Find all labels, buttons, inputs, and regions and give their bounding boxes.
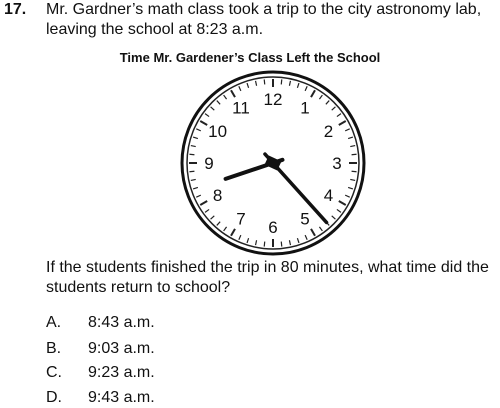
choice-a[interactable] bbox=[46, 313, 155, 333]
choice-text: 8:43 a.m. bbox=[88, 314, 155, 331]
clock-numeral: 5 bbox=[300, 209, 310, 229]
clock-numeral: 10 bbox=[208, 122, 228, 141]
minute-tick bbox=[189, 154, 194, 155]
choice-letter: D. bbox=[46, 389, 62, 406]
clock-numeral: 2 bbox=[323, 122, 334, 141]
minute-tick bbox=[281, 242, 282, 247]
choice-text: 9:43 a.m. bbox=[88, 389, 155, 406]
clock-numeral: 6 bbox=[268, 218, 278, 237]
minute-tick bbox=[352, 171, 357, 172]
choice-text: 9:23 a.m. bbox=[88, 364, 155, 381]
choice-letter: B. bbox=[46, 340, 62, 357]
choice-letter: C. bbox=[46, 364, 62, 381]
question-number: 17. bbox=[4, 1, 27, 18]
stem-line-1: Mr. Gardner’s math class took a trip to the city astronomy lab, bbox=[46, 1, 482, 18]
clock-numeral: 11 bbox=[232, 98, 250, 118]
choice-b[interactable] bbox=[46, 339, 155, 359]
choice-c[interactable] bbox=[46, 363, 155, 383]
choice-text: 9:03 a.m. bbox=[88, 340, 155, 357]
choice-letter: A. bbox=[46, 314, 62, 331]
clock-numeral: 7 bbox=[236, 209, 246, 229]
clock-numeral: 3 bbox=[332, 154, 342, 173]
minute-tick bbox=[189, 171, 194, 172]
prompt-line-2: students return to school? bbox=[46, 279, 231, 296]
clock-title: Time Mr. Gardener’s Class Left the School bbox=[119, 50, 381, 65]
minute-tick bbox=[281, 79, 282, 84]
question-prompt bbox=[46, 258, 498, 298]
clock-numeral: 4 bbox=[323, 186, 334, 205]
clock-numeral: 8 bbox=[212, 186, 223, 205]
minute-tick bbox=[264, 242, 265, 247]
minute-tick bbox=[352, 154, 357, 155]
prompt-line-1: If the students finished the trip in 80 minutes, what time did the bbox=[46, 259, 489, 276]
choice-d[interactable] bbox=[46, 388, 155, 408]
question-stem bbox=[46, 0, 496, 40]
clock-numeral: 9 bbox=[204, 154, 214, 173]
minute-tick bbox=[264, 79, 265, 84]
stem-line-2: leaving the school at 8:23 a.m. bbox=[46, 21, 264, 38]
clock-numeral: 1 bbox=[300, 98, 310, 118]
clock-numeral: 12 bbox=[263, 90, 283, 109]
analog-clock bbox=[180, 70, 366, 256]
